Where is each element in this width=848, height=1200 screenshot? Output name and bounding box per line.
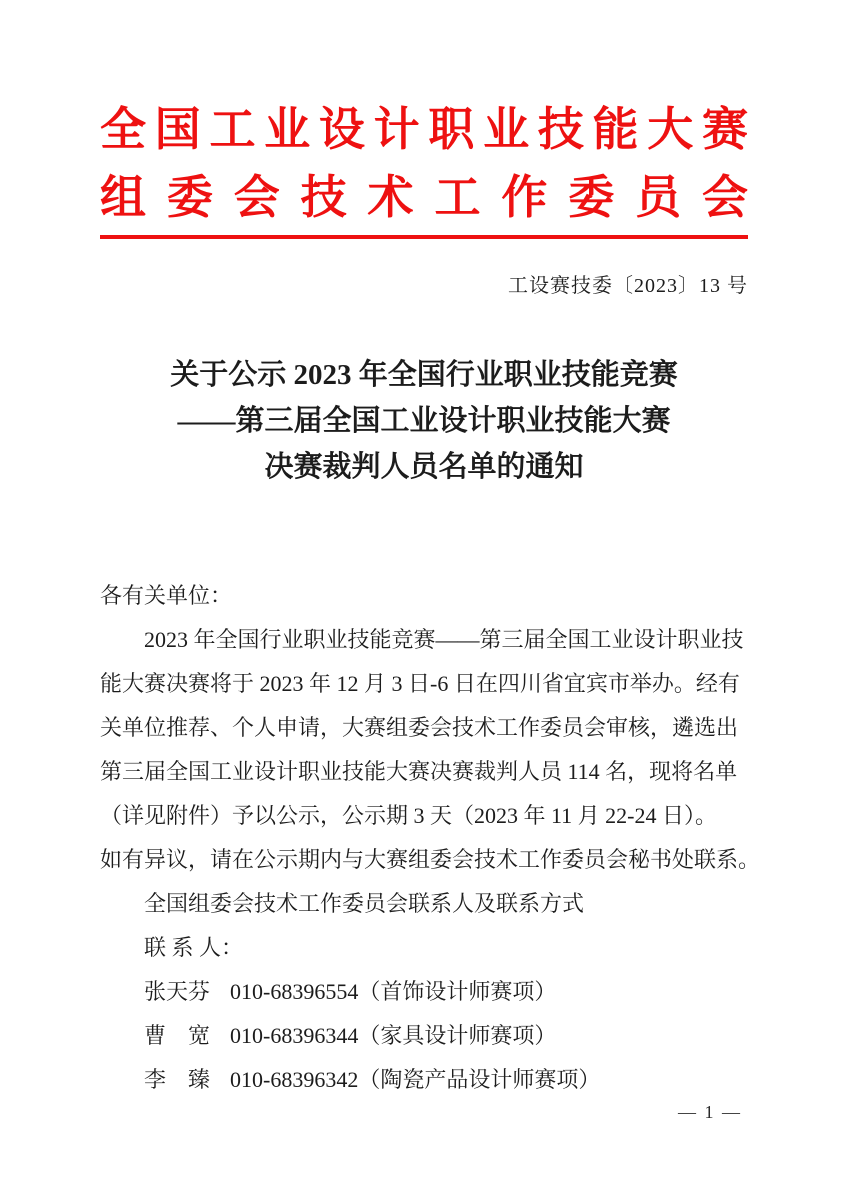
notice-title-line2: ——第三届全国工业设计职业技能大赛	[177, 405, 671, 437]
notice-title-line1: 关于公示 2023 年全国行业职业技能竞赛	[170, 359, 678, 391]
red-divider	[100, 235, 748, 239]
letterhead-org-line2: 组委会技术工作委员会	[100, 171, 748, 223]
salutation: 各有关单位：	[100, 583, 233, 608]
document-number: 工设赛技委〔2023〕13 号	[508, 275, 748, 297]
contact-detail: 010-68396342（陶瓷产品设计师赛项）	[230, 1067, 601, 1092]
contact-row	[100, 1058, 748, 1102]
notice-title	[100, 352, 748, 490]
page-number: — 1 —	[678, 1102, 742, 1122]
contact-intro: 全国组委会技术工作委员会联系人及联系方式	[144, 891, 585, 916]
contact-detail: 010-68396344（家具设计师赛项）	[230, 1023, 557, 1048]
contact-label: 联 系 人：	[144, 935, 244, 960]
body-line: 能大赛决赛将于 2023 年 12 月 3 日-6 日在四川省宜宾市举办。经有	[100, 671, 740, 696]
notice-body	[100, 574, 761, 1102]
body-line: （详见附件）予以公示，公示期 3 天（2023 年 11 月 22-24 日）。	[100, 803, 718, 828]
letterhead-org-line1: 全国工业设计职业技能大赛	[100, 103, 748, 155]
body-line: 如有异议，请在公示期内与大赛组委会技术工作委员会秘书处联系。	[100, 847, 761, 872]
contact-row	[100, 970, 748, 1014]
contact-row	[100, 1014, 748, 1058]
body-line: 关单位推荐、个人申请，大赛组委会技术工作委员会审核，遴选出	[100, 715, 739, 740]
contact-name: 曹 宽	[144, 1023, 211, 1048]
contact-detail: 010-68396554（首饰设计师赛项）	[230, 979, 557, 1004]
contact-name: 张天芬	[144, 979, 211, 1004]
body-line: 2023 年全国行业职业技能竞赛——第三届全国工业设计职业技	[144, 627, 744, 652]
contact-name: 李 臻	[144, 1067, 211, 1092]
body-line: 第三届全国工业设计职业技能大赛决赛裁判人员 114 名，现将名单	[100, 759, 738, 784]
notice-title-line3: 决赛裁判人员名单的通知	[264, 451, 584, 483]
letterhead	[100, 95, 748, 239]
